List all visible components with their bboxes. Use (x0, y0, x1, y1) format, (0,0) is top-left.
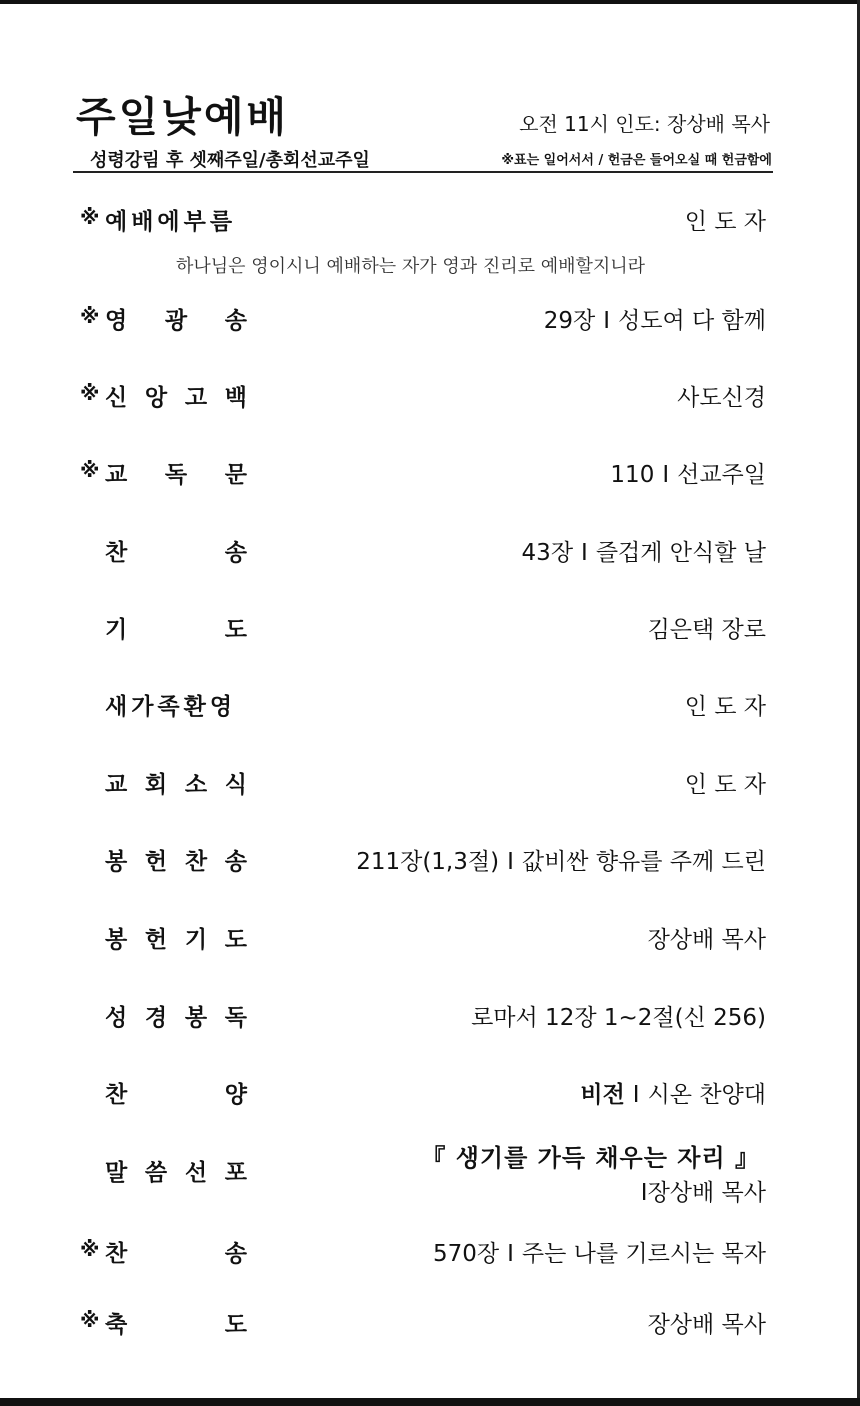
order-label: 기 도 (105, 617, 247, 643)
stand-mark: ※ (80, 205, 100, 229)
service-time-info: 오전 11시 인도: 장상배 목사 (519, 112, 770, 136)
order-item-gloria (0, 298, 860, 338)
service-note: ※표는 일어서서 / 헌금은 들어오실 때 헌금함에 (501, 153, 772, 168)
order-item-offering-prayer (0, 917, 860, 957)
order-item-anthem (0, 1072, 860, 1112)
order-value: 211장(1,3절) I 값비싼 향유를 주께 드린 (356, 849, 766, 875)
order-item-scripture-reading (0, 995, 860, 1035)
order-item-responsive-reading (0, 452, 860, 492)
order-value: 43장 I 즐겁게 안식할 날 (521, 540, 766, 566)
page-title: 주일낮예배 (76, 93, 290, 141)
order-item-prayer (0, 607, 860, 647)
order-item-offering-hymn (0, 839, 860, 879)
order-value: 사도신경 (677, 385, 766, 411)
frame-bottom-border (0, 1398, 860, 1406)
order-item-benediction (0, 1302, 860, 1342)
order-label: 예배에부름 (105, 209, 237, 235)
stand-mark: ※ (80, 304, 100, 328)
order-value: 인 도 자 (684, 772, 766, 798)
order-item-newcomer-welcome (0, 684, 860, 724)
order-label: 찬 송 (105, 540, 247, 566)
order-item-hymn (0, 530, 860, 570)
order-item-creed (0, 375, 860, 415)
order-value: 로마서 12장 1~2절(신 256) (471, 1005, 766, 1031)
order-item-call-to-worship (0, 199, 860, 239)
stand-mark: ※ (80, 381, 100, 405)
order-label: 말 씀 선 포 (105, 1160, 247, 1186)
order-value: 인 도 자 (684, 209, 766, 235)
order-label: 새가족환영 (105, 694, 237, 720)
order-label: 신 앙 고 백 (105, 385, 247, 411)
order-value: 비전 I 시온 찬양대 (580, 1082, 766, 1108)
order-label: 교 회 소 식 (105, 772, 247, 798)
stand-mark: ※ (80, 458, 100, 482)
frame-top-border (0, 0, 860, 4)
order-value: 29장 I 성도여 다 함께 (543, 308, 766, 334)
stand-mark: ※ (80, 1237, 100, 1261)
order-label: 봉 헌 찬 송 (105, 849, 247, 875)
order-label: 찬 양 (105, 1082, 247, 1108)
page-subtitle: 성령강림 후 셋째주일/총회선교주일 (90, 150, 370, 171)
order-label: 영 광 송 (105, 308, 247, 334)
order-value: 인 도 자 (684, 694, 766, 720)
order-value: 장상배 목사 (647, 1312, 766, 1338)
sermon-preacher: I장상배 목사 (640, 1180, 766, 1206)
order-label: 찬 송 (105, 1241, 247, 1267)
order-label: 교 독 문 (105, 462, 247, 488)
order-value: 110 I 선교주일 (610, 462, 766, 488)
order-item-church-news (0, 762, 860, 802)
order-label: 봉 헌 기 도 (105, 927, 247, 953)
header-divider (73, 171, 773, 173)
order-value: 김은택 장로 (647, 617, 766, 643)
order-label: 성 경 봉 독 (105, 1005, 247, 1031)
order-value: 장상배 목사 (647, 927, 766, 953)
order-item-closing-hymn (0, 1231, 860, 1271)
order-label: 축 도 (105, 1312, 247, 1338)
call-to-worship-text: 하나님은 영이시니 예배하는 자가 영과 진리로 예배할지니라 (176, 256, 646, 277)
order-value: 570장 I 주는 나를 기르시는 목자 (432, 1241, 766, 1267)
sermon-title: 『 생기를 가득 채우는 자리 』 (421, 1144, 760, 1172)
stand-mark: ※ (80, 1308, 100, 1332)
